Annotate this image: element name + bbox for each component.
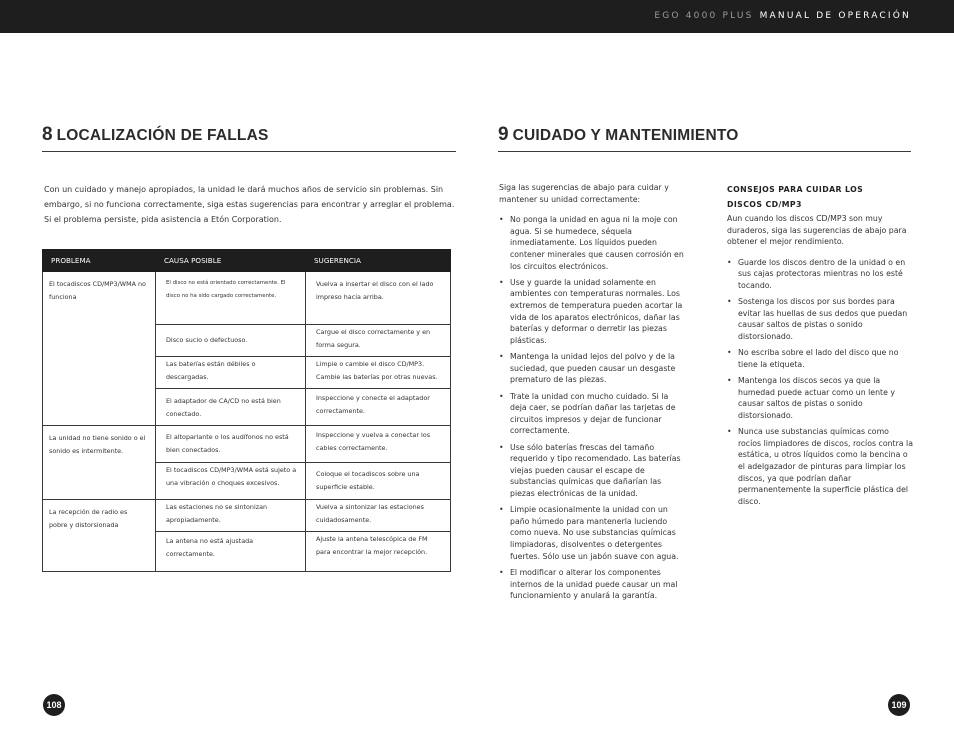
cause-cell: El tocadiscos CD/MP3/WMA está sujeto a una vibración o choques excesivos. <box>156 463 306 500</box>
disc-care-column <box>727 182 913 512</box>
disc-care-intro: Aun cuando los discos CD/MP3 son muy duraderos, siga las sugerencias de abajo para obtener el mejor rendimiento. <box>727 214 907 247</box>
header-problem: PROBLEMA <box>43 250 156 272</box>
list-item: • Trate la unidad con mucho cuidado. Si la deja caer, se podrían dañar las tarjetas de circuitos impresos y dejar de funcionar correctamente. <box>499 391 685 437</box>
problem-cell: La unidad no tiene sonido o el sonido es intermitente. <box>43 426 156 500</box>
care-list <box>499 214 685 602</box>
header-cause: CAUSA POSIBLE <box>156 250 306 272</box>
problem-cell: El tocadiscos CD/MP3/WMA no funciona <box>43 272 156 426</box>
suggestion-cell: Vuelva a sintonizar las estaciones cuidadosamente. <box>306 500 451 532</box>
section-heading-troubleshooting <box>42 124 456 152</box>
section-title: CUIDADO Y MANTENIMIENTO <box>512 127 739 144</box>
table-header-row <box>43 250 451 272</box>
running-header <box>654 11 911 21</box>
brand-name: EGO 4000 PLUS <box>654 11 754 21</box>
manual-title: MANUAL DE OPERACIÓN <box>759 11 911 21</box>
list-item: • Use y guarde la unidad solamente en ambientes con temperaturas normales. Los extremos de temperatura pueden acortar la vida de los aparatos electrónicos, dañar las baterías y deformar o derretir las piezas plásticas. <box>499 277 685 347</box>
list-item: • Use sólo baterías frescas del tamaño requerido y tipo recomendado. Las baterías viejas pueden causar el escape de substancias químicas que dañarían las piezas electrónicas de la unidad. <box>499 442 685 500</box>
list-item: • No escriba sobre el lado del disco que no tiene la etiqueta. <box>727 347 913 370</box>
cause-cell: La antena no está ajustada correctamente. <box>156 532 306 572</box>
list-item: • Nunca use substancias químicas como rocíos limpiadores de discos, rocíos contra la estática, u otros líquidos como la bencina o el adelgazador de pinturas para limpiar los discos, ya que podrían dañar permanentemente la superficie plástica del disco. <box>727 426 913 507</box>
suggestion-cell: Cargue el disco correctamente y en forma segura. <box>306 325 451 357</box>
section-number: 8 <box>42 124 53 145</box>
suggestion-cell: Inspeccione y vuelva a conectar los cables correctamente. <box>306 426 451 463</box>
header-bar <box>0 0 954 33</box>
care-intro: Siga las sugerencias de abajo para cuidar y mantener su unidad correctamente: <box>499 183 669 204</box>
suggestion-cell: Ajuste la antena telescópica de FM para encontrar la mejor recepción. <box>306 532 451 572</box>
troubleshooting-intro: Con un cuidado y manejo apropiados, la unidad le dará muchos años de servicio sin problemas. Sin embargo, si no funciona correctamente, siga estas sugerencias para encontrar y arreglar el problema. Si el problema persiste, pida asistencia a Etón Corporation. <box>44 185 455 224</box>
suggestion-cell: Coloque el tocadiscos sobre una superficie estable. <box>306 463 451 500</box>
list-item: • El modificar o alterar los componentes internos de la unidad puede causar un mal funcionamiento y anulará la garantía. <box>499 567 685 602</box>
table-row <box>43 272 451 325</box>
page-number-left: 108 <box>43 694 65 716</box>
suggestion-cell: Limpie o cambie el disco CD/MP3. Cambie las baterías por otras nuevas. <box>306 357 451 389</box>
care-column <box>499 182 685 606</box>
page-number-right: 109 <box>888 694 910 716</box>
list-item: • Mantenga los discos secos ya que la humedad puede actuar como un lente y causar saltos de pistas o sonido distorsionado. <box>727 375 913 421</box>
list-item: • Guarde los discos dentro de la unidad o en sus cajas protectoras mientras no los esté tocando. <box>727 257 913 292</box>
problem-cell: La recepción de radio es pobre y distorsionada <box>43 500 156 572</box>
cause-cell: Disco sucio o defectuoso. <box>156 325 306 357</box>
cause-cell: Las baterías están débiles o descargadas. <box>156 357 306 389</box>
list-item: • Sostenga los discos por sus bordes para evitar las huellas de sus dedos que puedan causar saltos de pistas o sonido distorsionado. <box>727 296 913 342</box>
cause-cell: El disco no está orientado correctamente. El disco no ha sido cargado correctamente. <box>156 272 306 325</box>
list-item: • Limpie ocasionalmente la unidad con un paño húmedo para mantenerla luciendo como nueva. No use substancias químicas limpiadoras, disolventes o detergentes fuertes. Sólo use un jabón suave con agua. <box>499 504 685 562</box>
section-number: 9 <box>498 124 509 145</box>
list-item: • Mantenga la unidad lejos del polvo y de la suciedad, que pueden causar un desgaste prematuro de las piezas. <box>499 351 685 386</box>
cause-cell: El adaptador de CA/CD no está bien conectado. <box>156 389 306 426</box>
disc-care-heading <box>727 182 913 212</box>
list-item: • No ponga la unidad en agua ni la moje con agua. Si se humedece, séquela inmediatamente. Los líquidos pueden contener minerales que causen corrosión en los circuitos electrónicos. <box>499 214 685 272</box>
suggestion-cell: Inspeccione y conecte el adaptador correctamente. <box>306 389 451 426</box>
disc-care-heading-line2: DISCOS CD/MP3 <box>727 200 802 209</box>
suggestion-cell: Vuelva a insertar el disco con el lado impreso hacia arriba. <box>306 272 451 325</box>
troubleshooting-table <box>42 249 451 572</box>
cause-cell: El altoparlante o los audífonos no está bien conectados. <box>156 426 306 463</box>
table-row <box>43 500 451 532</box>
section-title: LOCALIZACIÓN DE FALLAS <box>56 127 269 144</box>
header-suggestion: SUGERENCIA <box>306 250 451 272</box>
cause-cell: Las estaciones no se sintonizan apropiadamente. <box>156 500 306 532</box>
disc-care-heading-line1: CONSEJOS PARA CUIDAR LOS <box>727 185 864 194</box>
section-heading-care <box>498 124 911 152</box>
table-row <box>43 426 451 463</box>
disc-care-list <box>727 257 913 508</box>
